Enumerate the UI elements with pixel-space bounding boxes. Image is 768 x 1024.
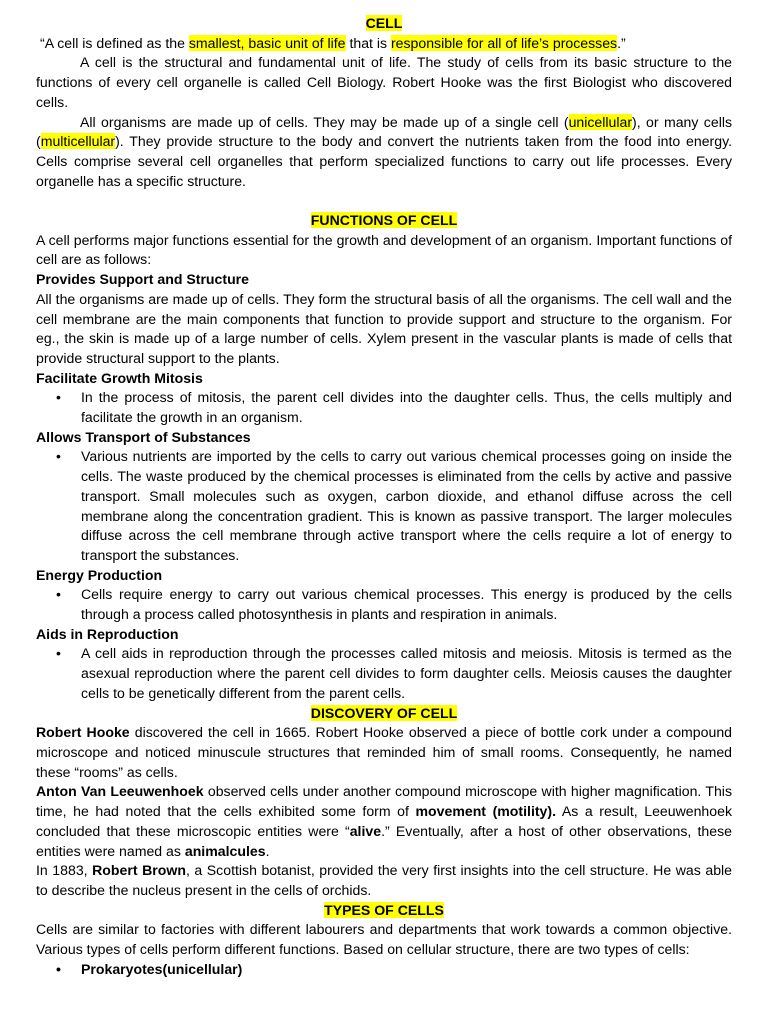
highlight-unicellular: unicellular	[568, 113, 633, 130]
bullet-icon: •	[56, 586, 61, 603]
leeuwenhoek-paragraph	[36, 782, 732, 861]
functions-heading	[36, 211, 732, 231]
discovery-heading	[36, 704, 732, 724]
bullet-icon: •	[56, 960, 61, 977]
doc-title	[36, 14, 732, 34]
types-heading-text: TYPES OF CELLS	[324, 901, 444, 918]
spacer	[36, 191, 732, 211]
leeu-motility: movement (motility).	[415, 803, 557, 820]
support-text: All the organisms are made up of cells. They form the structural basis of all the organisms. The cell wall and the cell membrane are the main components that function to provide support and structure to the organism. For eg., the skin is made up of a large number of cells. Xylem present in the vascular plants is made of cells that provide structural support to the plants.	[36, 290, 732, 366]
hooke-text: discovered the cell in 1665. Robert Hooke observed a piece of bottle cork under a compound microscope and noticed minuscule structures that reminded him of small rooms. Consequently, he named these “rooms” as cells.	[36, 724, 732, 780]
support-title: Provides Support and Structure	[36, 271, 250, 288]
intro-p2-b: ), or many cells (	[36, 113, 733, 150]
intro-paragraph-1: A cell is the structural and fundamental unit of life. The study of cells from its basic structure to the functions of every cell organelle is called Cell Biology. Robert Hooke was the first Biologist who discovered cells.	[36, 54, 732, 110]
hooke-name: Robert Hooke	[36, 724, 130, 741]
functions-intro: A cell performs major functions essential for the growth and development of an organism. Important functions of cell are as follows:	[36, 231, 732, 268]
list-item	[36, 960, 732, 980]
highlight-multicellular: multicellular	[40, 133, 116, 150]
intro-p2-c: ). They provide structure to the body and convert the nutrients taken from the food into energy. Cells comprise several cell organelles that perform specialized functions to carry out life processes. Every organelle has a specific structure.	[36, 133, 732, 189]
brown-name: Robert Brown	[92, 862, 186, 879]
energy-title: Energy Production	[36, 566, 163, 583]
brown-b: , a Scottish botanist, provided the very first insights into the cell structure. He was able to describe the nucleus present in the cells of orchids.	[36, 862, 733, 898]
leeuwenhoek-name: Anton Van Leeuwenhoek	[36, 783, 204, 800]
brown-a: In 1883,	[36, 862, 93, 879]
definition-quote	[36, 34, 732, 54]
discovery-heading-text: DISCOVERY OF CELL	[310, 704, 458, 721]
quote-mid: that is	[345, 34, 391, 51]
leeu-c: As a result, Leeuwenhoek concluded that these microscopic entities were “	[36, 803, 732, 839]
leeu-d: .” Eventually, after a host of other observations, these entities were named as	[36, 822, 732, 859]
types-heading	[36, 901, 732, 921]
bullet-icon: •	[56, 448, 61, 465]
bullet-icon: •	[56, 389, 61, 406]
repro-item-text: A cell aids in reproduction through the processes called mitosis and meiosis. Mitosis is termed as the asexual reproduction where the parent cell divides to form daughter cells. Meiosis causes the daughter cells to be genetically different from the parent cells.	[81, 645, 732, 701]
types-list	[36, 960, 732, 980]
list-item	[36, 388, 732, 427]
energy-item-text: Cells require energy to carry out various chemical processes. This energy is produced by the cells through a process called photosynthesis in plants and respiration in animals.	[81, 586, 732, 623]
transport-title: Allows Transport of Substances	[36, 428, 251, 445]
intro-p2-a: All organisms are made up of cells. They may be made up of a single cell (	[80, 113, 569, 130]
title-text: CELL	[365, 15, 403, 31]
transport-list	[36, 447, 732, 565]
list-item	[36, 447, 732, 565]
intro-paragraph-2	[36, 113, 732, 192]
growth-title: Facilitate Growth Mitosis	[36, 369, 203, 386]
functions-heading-text: FUNCTIONS OF CELL	[310, 212, 458, 229]
quote-highlight-1: smallest, basic unit of life	[188, 34, 346, 51]
quote-close: .”	[617, 34, 626, 51]
leeu-a: observed cells under another compound microscope with higher magnification. This time, he had noted that the cells exhibited some form of	[36, 783, 732, 820]
leeu-alive: alive	[349, 822, 382, 839]
list-item	[36, 644, 732, 703]
prokaryotes-item: Prokaryotes(unicellular)	[81, 960, 243, 977]
quote-highlight-2: responsible for all of life’s processes	[390, 34, 618, 51]
transport-item-text: Various nutrients are imported by the cells to carry out various chemical processes going on inside the cells. The waste produced by the chemical processes is eliminated from the cells by active and passive transport. Small molecules such as oxygen, carbon dioxide, and ethanol diffuse across the cell membrane along the concentration gradient. This is known as passive transport. The larger molecules diffuse across the cell membrane through active transport where the cells require a lot of energy to transport the substances.	[81, 448, 732, 563]
quote-open: “A cell is defined as the	[40, 34, 189, 51]
bullet-icon: •	[56, 645, 61, 662]
growth-list	[36, 388, 732, 427]
repro-title: Aids in Reproduction	[36, 625, 179, 642]
energy-list	[36, 585, 732, 624]
types-intro: Cells are similar to factories with different labourers and departments that work towards a common objective. Various types of cells perform different functions. Based on cellular structure, there are two types of cells:	[36, 921, 732, 958]
list-item	[36, 585, 732, 624]
hooke-paragraph	[36, 723, 732, 782]
brown-paragraph	[36, 861, 732, 900]
leeu-e: .	[265, 842, 270, 859]
leeu-animalcules: animalcules	[184, 842, 266, 859]
growth-item-text: In the process of mitosis, the parent cell divides into the daughter cells. Thus, the cells multiply and facilitate the growth in an organism.	[81, 389, 732, 426]
repro-list	[36, 644, 732, 703]
